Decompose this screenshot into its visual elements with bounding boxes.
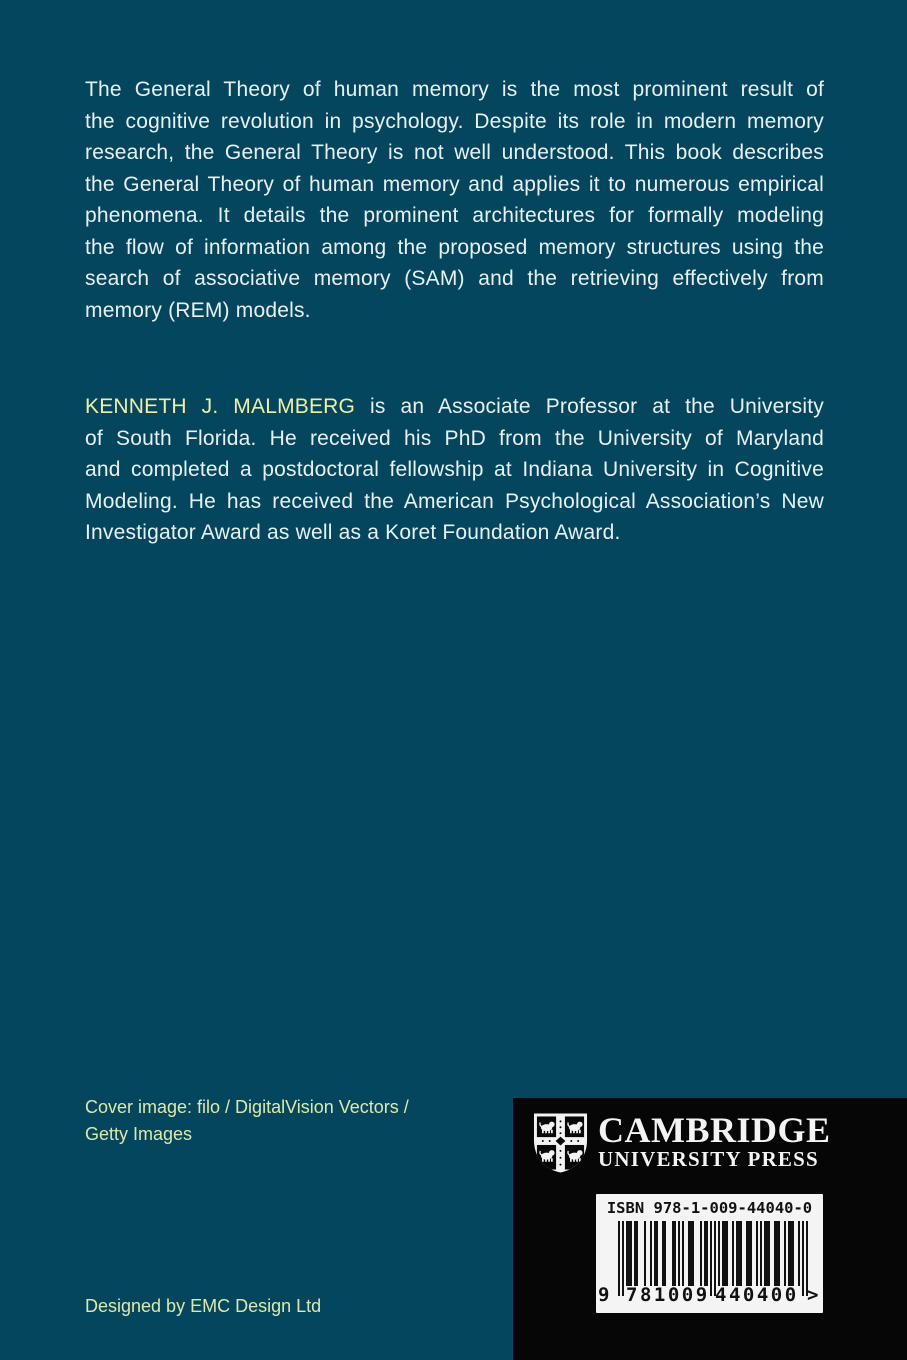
isbn-label: ISBN 978-1-009-44040-0 — [606, 1199, 813, 1217]
author-bio-first-line — [85, 391, 824, 423]
cambridge-shield-icon — [533, 1112, 588, 1174]
barcode-digit-left: 9 — [598, 1284, 612, 1306]
publisher-wordmark — [598, 1110, 831, 1171]
designer-credit: Designed by EMC Design Ltd — [85, 1296, 322, 1316]
author-name: KENNETH J. MALMBERG — [85, 395, 356, 418]
cover-image-credit-line2: Getty Images — [85, 1124, 193, 1144]
author-bio-first-line-rest: is an Associate Professor at the University — [355, 395, 824, 418]
synopsis-paragraph — [85, 74, 824, 326]
text-line: Modeling. He has received the American Psychological Association’s New — [85, 489, 824, 513]
publisher-block — [513, 1098, 907, 1360]
text-line: search of associative memory (SAM) and the retrieving effectively from — [85, 267, 824, 290]
publisher-imprint: UNIVERSITY PRESS — [598, 1147, 819, 1171]
isbn-barcode — [596, 1194, 823, 1313]
barcode-digit-group2: 440400 — [715, 1284, 799, 1306]
text-line: of South Florida. He received his PhD from the University of Maryland — [85, 426, 824, 450]
text-line: and completed a postdoctoral fellowship at Indiana University in Cognitive — [85, 458, 824, 481]
text-line: memory (REM) models. — [85, 298, 311, 322]
text-line: Investigator Award as well as a Koret Foundation Award. — [85, 521, 621, 544]
text-line: the cognitive revolution in psychology. Despite its role in modern memory — [85, 109, 824, 133]
cover-image-credit — [85, 1094, 409, 1148]
text-line: research, the General Theory is not well understood. This book describes — [85, 141, 824, 164]
cover-image-credit-line1: Cover image: filo / DigitalVision Vectors / — [85, 1097, 409, 1117]
barcode-digit-group1: 781009 — [626, 1284, 710, 1306]
publisher-name: CAMBRIDGE — [598, 1110, 831, 1150]
author-bio-rest-lines — [85, 423, 824, 549]
text-line: The General Theory of human memory is the most prominent result of — [85, 78, 824, 101]
barcode-quiet-zone-arrow: > — [807, 1284, 821, 1306]
text-line: the General Theory of human memory and applies it to numerous empirical — [85, 172, 824, 196]
author-bio-paragraph — [85, 391, 824, 549]
text-line: phenomena. It details the prominent architectures for formally modeling — [85, 204, 824, 227]
text-line: the flow of information among the proposed memory structures using the — [85, 235, 824, 259]
publisher-logo — [533, 1112, 831, 1174]
